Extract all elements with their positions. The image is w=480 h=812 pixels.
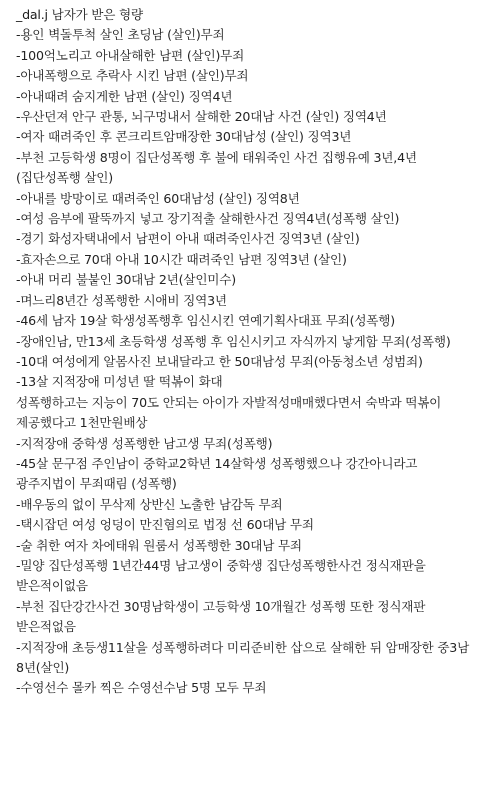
list-item: -우산던져 안구 관통, 뇌구멍내서 살해한 20대남 사건 (살인) 징역4년 xyxy=(16,109,387,125)
list-item: -경기 화성자택내에서 남편이 아내 때려죽인사건 징역3년 (살인) xyxy=(16,231,360,247)
list-item: -지적장애 중학생 성폭행한 남고생 무죄(성폭행) xyxy=(16,435,273,451)
list-item: -아내 머리 불붙인 30대남 2년(살인미수) xyxy=(16,272,236,288)
list-item: 성폭행하고는 지능이 70도 안되는 아이가 자발적성매매했다면서 숙박과 떡볶이 제공했다고 1천만원배상 xyxy=(16,394,445,431)
list-item: -아내때려 숨지게한 남편 (살인) 징역4년 xyxy=(16,88,233,104)
list-item: -술 취한 여자 차에태워 원룸서 성폭행한 30대남 무죄 xyxy=(16,537,302,553)
list-item: -효자손으로 70대 아내 10시간 때려죽인 남편 징역3년 (살인) xyxy=(16,251,347,267)
list-item: -부천 집단강간사건 30명남학생이 고등학생 10개월간 성폭행 또한 정식재판 받은적없음 xyxy=(16,598,430,635)
list-item: -아내를 방망이로 때려죽인 60대남성 (살인) 징역8년 xyxy=(16,190,300,206)
list-item: -용인 벽돌투척 살인 초딩남 (살인)무죄 xyxy=(16,27,225,43)
list-item: -여자 때려죽인 후 콘크리트암매장한 30대남성 (살인) 징역3년 xyxy=(16,129,352,145)
list-item: -장애인남, 만13세 초등학생 성폭행 후 임신시키고 자식까지 낳게함 무죄(성폭행) xyxy=(16,333,451,349)
list-item: -밀양 집단성폭행 1년간44명 남고생이 중학생 집단성폭행한사건 정식재판을 받은적이없음 xyxy=(16,557,430,594)
list-item: -택시잡던 여성 엉덩이 만진혐의로 법정 선 60대남 무죄 xyxy=(16,517,314,533)
list-item: -며느리8년간 성폭행한 시애비 징역3년 xyxy=(16,292,227,308)
list-item: -지적장애 초등생11살을 성폭행하려다 미리준비한 삽으로 살해한 뒤 암매장한 중3남 8년(살인) xyxy=(16,639,473,675)
list-item: -10대 여성에게 알몸사진 보내달라고 한 50대남성 무죄(아동청소년 성범죄) xyxy=(16,353,423,369)
post-title: _dal.j 남자가 받은 형량 xyxy=(16,7,143,22)
list-item: -여성 음부에 팔뚝까지 넣고 장기적출 살해한사건 징역4년(성폭행 살인) xyxy=(16,211,400,227)
list-item: -46세 남자 19살 학생성폭행후 임신시킨 연예기획사대표 무죄(성폭행) xyxy=(16,313,395,329)
list-item: -수영선수 몰카 찍은 수영선수남 5명 모두 무죄 xyxy=(16,680,267,696)
list-item: -45살 문구점 주인남이 중학교2학년 14살학생 성폭행했으나 강간아니라고 광주지법이 무죄때림 (성폭행) xyxy=(16,455,422,492)
list-item: -100억노리고 아내살해한 남편 (살인)무죄 xyxy=(16,47,245,63)
list-item: -아내폭행으로 추락사 시킨 남편 (살인)무죄 xyxy=(16,68,249,84)
list-item: -13살 지적장애 미성년 딸 떡볶이 화대 xyxy=(16,374,223,390)
list-item: -배우동의 없이 무삭제 상반신 노출한 남감독 무죄 xyxy=(16,496,283,512)
list-item: -부천 고등학생 8명이 집단성폭행 후 불에 태워죽인 사건 집행유예 3년,4년 (집단성폭행 살인) xyxy=(16,149,421,186)
